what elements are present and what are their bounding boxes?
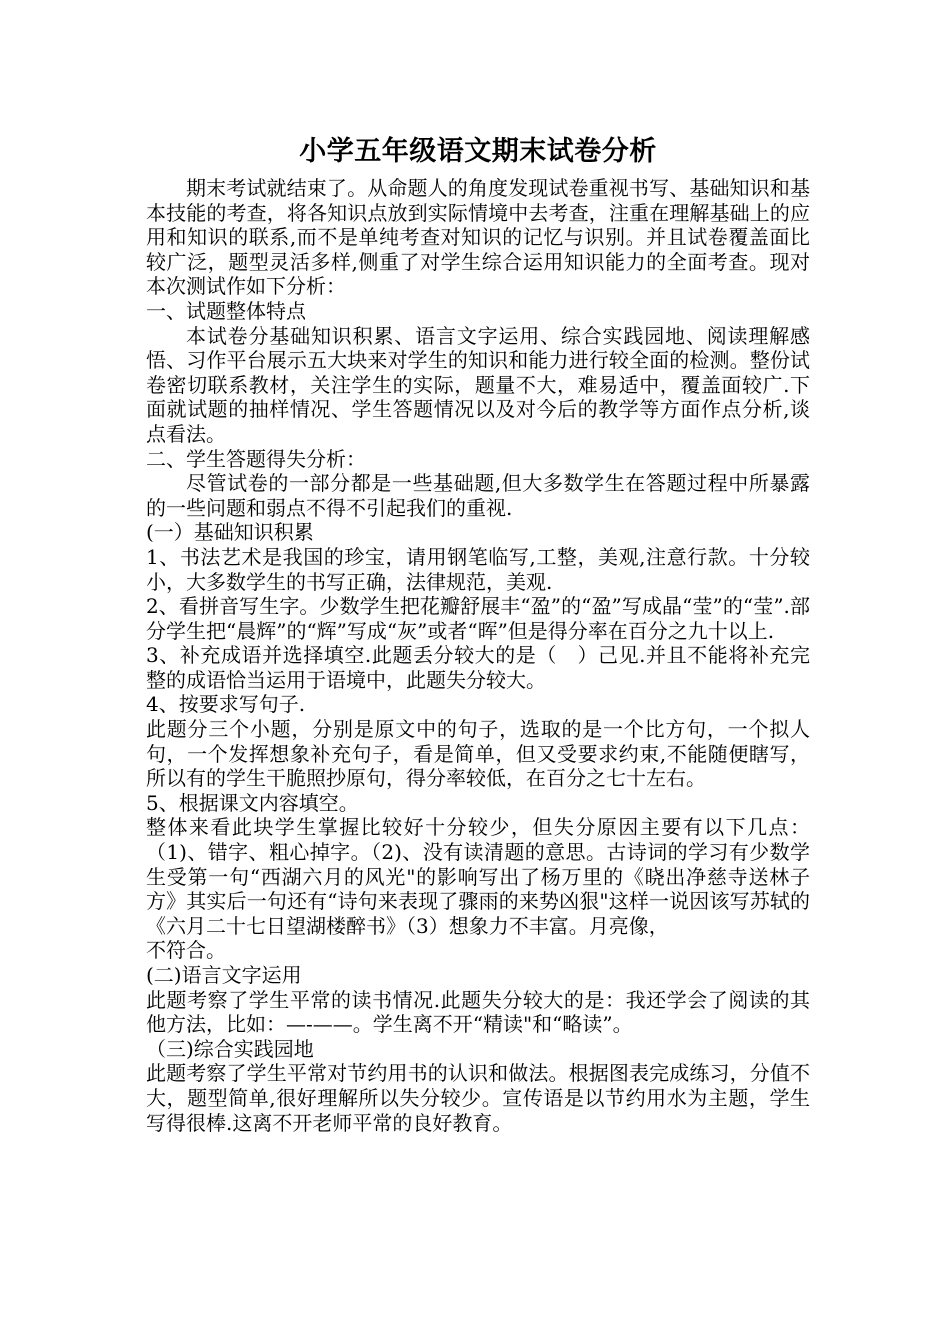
section-heading: 不符合。 xyxy=(146,938,226,963)
paragraph: 本试卷分基础知识积累、语言文字运用、综合实践园地、阅读理解感悟、习作平台展示五大块来对学生的知识和能力进行较全面的检测。整份试卷密切联系教材，关注学生的实际，题量不大，难易适中，覆盖面较广.下面就试题的抽样情况、学生答题情况以及对今后的教学等方面作点分析,谈点看法。 xyxy=(146,323,810,446)
section-heading: 4、按要求写句子. xyxy=(146,692,306,717)
paragraph: 2、看拼音写生字。少数学生把花瓣舒展丰“盈”的“盈”写成晶“莹”的“莹”.部分学生把“晨辉”的“辉”写成“灰”或者“晖”但是得分率在百分之九十以上. xyxy=(146,594,810,643)
paragraph: 尽管试卷的一部分都是一些基础题,但大多数学生在答题过程中所暴露的一些问题和弱点不得不引起我们的重视. xyxy=(146,471,810,520)
section-heading: 二、学生答题得失分析： xyxy=(146,446,366,471)
document-body xyxy=(146,176,810,1135)
section-heading: 一、试题整体特点 xyxy=(146,298,306,323)
section-heading: （三)综合实践园地 xyxy=(146,1036,314,1061)
paragraph: 3、补充成语并选择填空.此题丢分较大的是（ ）己见.并且不能将补充完整的成语恰当运用于语境中，此题失分较大。 xyxy=(146,643,810,692)
section-heading: (一）基础知识积累 xyxy=(146,520,314,545)
paragraph: 整体来看此块学生掌握比较好十分较少，但失分原因主要有以下几点：（1)、错字、粗心掉字。（2)、没有读清题的意思。古诗词的学习有少数学生受第一句“西湖六月的风光"的影响写出了杨万里的《晓出净慈寺送林子方》其实后一句还有“诗句来表现了骤雨的来势凶狠"这样一说因该写苏轼的《六月二十七日望湖楼醉书》（3）想象力不丰富。月亮像， xyxy=(146,815,810,938)
paragraph: 此题分三个小题，分别是原文中的句子，选取的是一个比方句，一个拟人句，一个发挥想象补充句子，看是简单，但又受要求约束,不能随便瞎写，所以有的学生干脆照抄原句，得分率较低，在百分之七十左右。 xyxy=(146,717,810,791)
section-heading: 5、根据课文内容填空。 xyxy=(146,790,359,815)
paragraph: 此题考察了学生平常的读书情况.此题失分较大的是：我还学会了阅读的其他方法，比如：—-——。学生离不开“精读"和“略读”。 xyxy=(146,987,810,1037)
paragraph: 1、书法艺术是我国的珍宝，请用钢笔临写,工整，美观,注意行款。十分较小，大多数学生的书写正确，法律规范，美观. xyxy=(146,544,810,594)
section-heading: (二)语言文字运用 xyxy=(146,963,302,987)
document-title: 小学五年级语文期末试卷分析 xyxy=(299,136,657,167)
paragraph: 期末考试就结束了。从命题人的角度发现试卷重视书写、基础知识和基本技能的考查，将各知识点放到实际情境中去考查，注重在理解基础上的应用和知识的联系,而不是单纯考查对知识的记忆与识别。并且试卷覆盖面比较广泛，题型灵活多样,侧重了对学生综合运用知识能力的全面考查。现对本次测试作如下分析： xyxy=(146,176,810,299)
paragraph: 此题考察了学生平常对节约用书的认识和做法。根据图表完成练习，分值不大，题型简单,很好理解所以失分较少。宣传语是以节约用水为主题，学生写得很棒.这离不开老师平常的良好教育。 xyxy=(146,1061,810,1135)
